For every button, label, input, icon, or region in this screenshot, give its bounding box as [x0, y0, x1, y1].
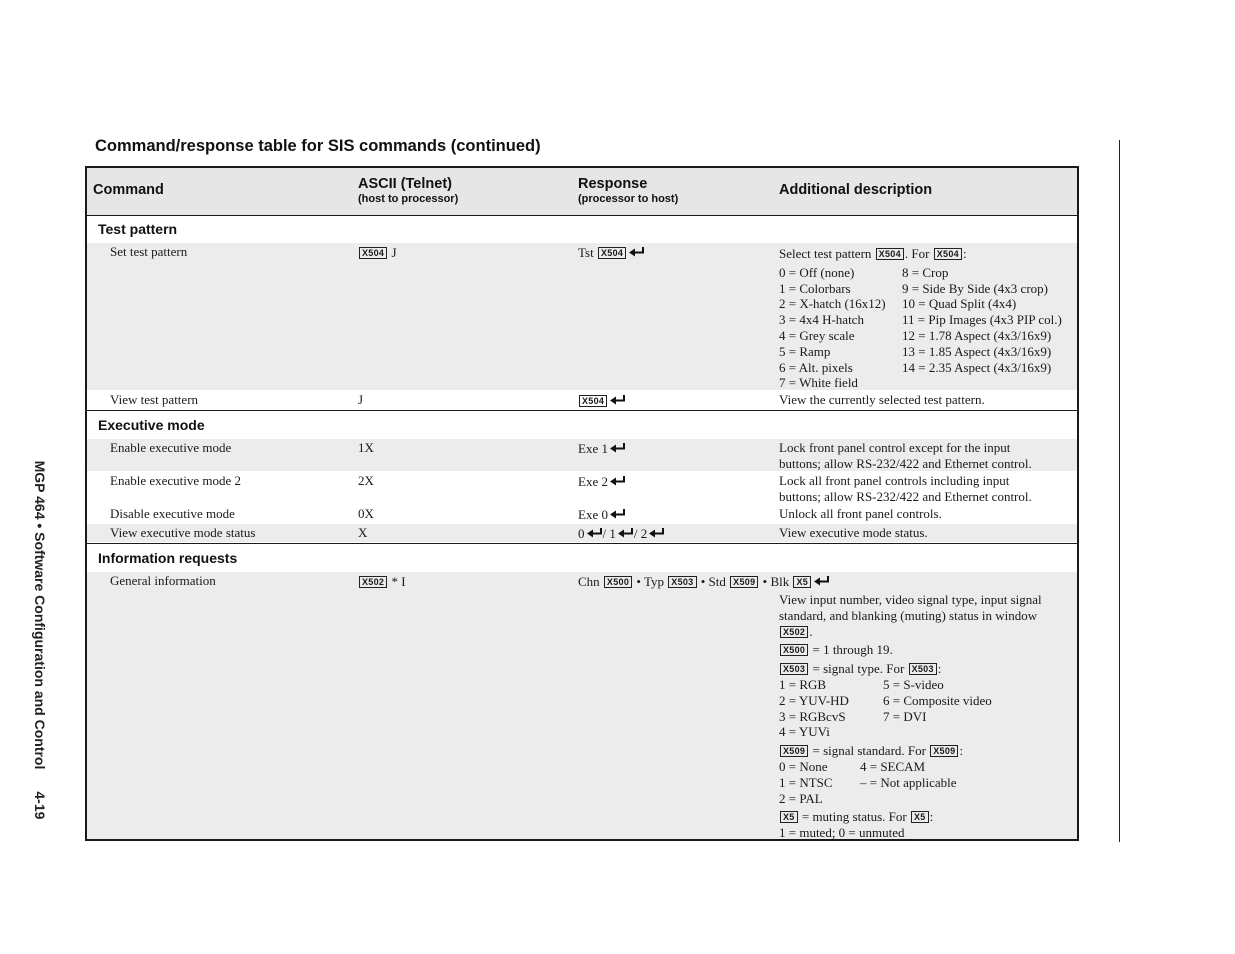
variable-box: X503 [668, 576, 696, 588]
variable-box: X504 [598, 247, 626, 259]
side-label [32, 461, 48, 820]
variable-box: X504 [876, 248, 904, 260]
variable-box: X503 [780, 663, 808, 675]
section-information-requests: Information requests [98, 550, 238, 566]
variable-box: X504 [579, 395, 607, 407]
section-divider [87, 410, 1077, 411]
page-title: Command/response table for SIS commands (continued) [95, 137, 541, 155]
section-executive-mode: Executive mode [98, 417, 205, 433]
return-icon [629, 245, 645, 261]
response-cell: Exe 0 [578, 507, 626, 523]
command-cell: Disable executive mode [110, 506, 235, 521]
variable-box: X509 [780, 745, 808, 757]
variable-box: X5 [793, 576, 811, 588]
margin-rule [1119, 140, 1120, 842]
response-cell: Exe 1 [578, 441, 626, 457]
variable-box: X500 [604, 576, 632, 588]
page-number: 4-19 [32, 791, 48, 820]
ascii-cell: 1X [358, 440, 374, 455]
command-cell: View executive mode status [110, 525, 256, 540]
ascii-cell: 0X [358, 506, 374, 521]
description-cell: View executive mode status. [779, 525, 928, 540]
return-icon [610, 507, 626, 523]
section-divider [87, 543, 1077, 544]
manual-section-label: MGP 464 • Software Configuration and Control [32, 460, 48, 770]
test-pattern-options: 0 = Off (none) 8 = Crop 1 = Colorbars 9 = Side By Side (4x3 crop) 2 = X-hatch (16x12) 10 = Quad Split (4x4) 3 = 4x4 H-hatch 11 = Pip Images (4x3 PIP col.) 4 = Grey scale 12 = 1.78 Aspect (4x3/16x9) 5 = Ramp 13 = 1.85 Aspect (4x3/16x9) 6 = Alt. pixels 14 = 2.35 Aspect (4x3/16x9) 7 = White field [779, 264, 1062, 391]
header-command: Command [93, 182, 164, 198]
command-cell: General information [110, 573, 216, 588]
description-cell: Lock all front panel controls including input buttons; allow RS-232/422 and Ethernet control. [779, 473, 1032, 504]
return-icon [814, 574, 830, 590]
signal-standard-options: 0 = None 4 = SECAM 1 = NTSC – = Not applicable 2 = PAL [779, 758, 957, 806]
variable-box: X502 [359, 576, 387, 588]
ascii-cell: X502 * I [358, 574, 406, 590]
return-icon [618, 526, 634, 542]
table-header [87, 168, 1077, 216]
variable-box: X509 [930, 745, 958, 757]
return-icon [587, 526, 603, 542]
response-cell: Chn X500 • Typ X503 • Std X509 • Blk X5 [578, 574, 830, 590]
return-icon [610, 393, 626, 409]
variable-box: X5 [780, 811, 798, 823]
response-cell [578, 393, 626, 409]
command-cell: Enable executive mode [110, 440, 232, 455]
response-cell: Tst X504 [578, 245, 645, 261]
description-cell: View input number, video signal type, input signal standard, and blanking (muting) status in window X502 . X500 = 1 through 19. X503 = signal type. For X503 : 1 = RGB 5 = S-video 2 = YUV-HD 6 = Composite video 3 = RGBcvS 7 = DVI 4 = YUVi X509 = signal standard. For X509 : 0 = None 4 = SECAM 1 = NTSC – = Not applicable 2 = PAL X5 = muting status. For X5 : 1 = muted; 0 = unmuted [779, 592, 1042, 841]
command-cell: Enable executive mode 2 [110, 473, 242, 488]
ascii-cell: X [358, 525, 368, 540]
return-icon [610, 441, 626, 457]
header-ascii: ASCII (Telnet) (host to processor) [358, 176, 459, 205]
return-icon [610, 474, 626, 490]
ascii-cell: 2X [358, 473, 374, 488]
response-cell: Exe 2 [578, 474, 626, 490]
return-icon [649, 526, 665, 542]
response-cell: 0 / 1 / 2 [578, 526, 665, 542]
variable-box: X504 [934, 248, 962, 260]
description-cell: Select test pattern X504 . For X504 : 0 = Off (none) 8 = Crop 1 = Colorbars 9 = Side By Side (4x3 crop) 2 = X-hatch (16x12) 10 = Quad Split (4x4) 3 = 4x4 H-hatch 11 = Pip Images (4x3 PIP col.) 4 = Grey scale 12 = 1.78 Aspect (4x3/16x9) 5 = Ramp 13 = 1.85 Aspect (4x3/16x9) 6 = Alt. pixels 14 = 2.35 Aspect (4x3/16x9) 7 = White field [779, 246, 1062, 391]
command-cell: View test pattern [110, 392, 199, 407]
description-cell: Unlock all front panel controls. [779, 506, 942, 521]
header-description: Additional description [779, 182, 933, 198]
command-cell: Set test pattern [110, 244, 188, 259]
header-response: Response (processor to host) [578, 176, 679, 205]
variable-box: X5 [911, 811, 929, 823]
ascii-cell: J [358, 392, 364, 407]
sis-command-table [85, 166, 1079, 841]
variable-box: X502 [780, 626, 808, 638]
ascii-cell: X504 J [358, 245, 397, 261]
signal-type-options: 1 = RGB 5 = S-video 2 = YUV-HD 6 = Composite video 3 = RGBcvS 7 = DVI 4 = YUVi [779, 676, 992, 740]
variable-box: X509 [730, 576, 758, 588]
description-cell: View the currently selected test pattern. [779, 392, 985, 407]
description-cell: Lock front panel control except for the input buttons; allow RS-232/422 and Ethernet control. [779, 440, 1032, 471]
section-test-pattern: Test pattern [98, 221, 178, 237]
variable-box: X504 [359, 247, 387, 259]
variable-box: X500 [780, 644, 808, 656]
variable-box: X503 [909, 663, 937, 675]
